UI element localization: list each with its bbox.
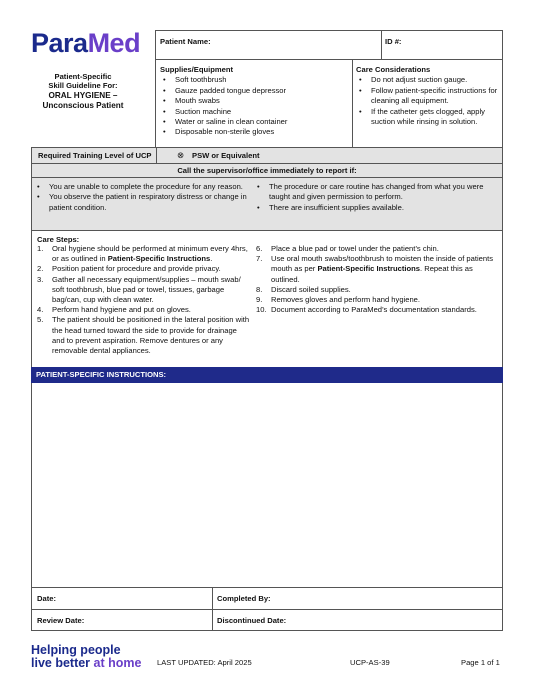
page-number: Page 1 of 1 <box>461 658 500 667</box>
signoff-table <box>31 587 503 631</box>
considerations-list <box>356 75 502 127</box>
care-steps-right <box>256 244 496 315</box>
instructions-header: PATIENT-SPECIFIC INSTRUCTIONS: <box>31 367 503 383</box>
guideline-title <box>18 72 148 111</box>
supply-item: • Gauze padded tongue depressor <box>160 86 350 96</box>
care-step-number: 2. <box>37 264 44 274</box>
supplies-title: Supplies/Equipment <box>160 65 233 74</box>
guideline-line-3: ORAL HYGIENE – <box>48 90 118 100</box>
tagline-line-1: Helping people <box>31 643 121 657</box>
care-step-number: 9. <box>256 295 263 305</box>
considerations-section <box>356 65 502 127</box>
discontinued-date-label: Discontinued Date: <box>217 616 287 625</box>
tagline-line-2: live better at home <box>31 656 142 671</box>
care-step-number: 8. <box>256 284 263 294</box>
consideration-item: • If the catheter gets clogged, apply suction while rinsing in solution. <box>356 107 502 128</box>
care-step-number: 4. <box>37 305 44 315</box>
review-date-label: Review Date: <box>37 616 85 625</box>
report-item: • There are insufficient supplies available. <box>254 203 499 213</box>
guideline-line-2: Skill Guideline For: <box>48 81 118 91</box>
care-step: 1. Oral hygiene should be performed at minimum every 4hrs, or as outlined in Patient-Specific Instructions. <box>37 244 248 264</box>
training-row <box>31 147 503 164</box>
supply-item: • Suction machine <box>160 107 350 117</box>
date-label: Date: <box>37 594 56 603</box>
supply-item: • Mouth swabs <box>160 96 350 106</box>
care-step: 7. Use oral mouth swabs/toothbrush to moisten the inside of patients mouth as per Patient-Specific Instructions. Repeat this as outlined. <box>256 254 494 284</box>
report-title: Call the supervisor/office immediately to report if: <box>177 166 357 175</box>
care-step: 2. Position patient for procedure and provide privacy. <box>37 264 221 274</box>
footer-tagline <box>31 644 141 670</box>
instructions-area[interactable] <box>31 383 503 587</box>
care-step-number: 5. <box>37 315 44 325</box>
report-list-left <box>34 182 249 213</box>
form-code: UCP-AS-39 <box>350 658 390 667</box>
patient-name-label: Patient Name: <box>160 37 211 46</box>
care-step: 6. Place a blue pad or towel under the patient’s chin. <box>256 244 439 253</box>
care-step-number: 10. <box>256 305 267 315</box>
guideline-line-4: Unconscious Patient <box>42 101 124 111</box>
care-steps-title: Care Steps: <box>37 235 80 244</box>
guideline-line-1: Patient-Specific <box>54 72 112 81</box>
last-updated: LAST UPDATED: April 2025 <box>157 658 252 667</box>
supplies-list <box>160 75 350 137</box>
training-label: Required Training Level of UCP <box>38 151 152 160</box>
report-item: • The procedure or care routine has changed from what you were taught and given permission to perform. <box>254 182 499 203</box>
care-steps-left <box>37 244 251 356</box>
completed-by-label: Completed By: <box>217 594 271 603</box>
care-step: 9. Removes gloves and perform hand hygiene. <box>256 295 421 305</box>
supply-item: • Soft toothbrush <box>160 75 350 85</box>
training-check-icon: ⊗ <box>177 150 185 160</box>
care-step-emphasis: Patient-Specific Instructions <box>107 254 211 264</box>
care-step: 5. The patient should be positioned in the lateral position with the head turned toward the side to provide for drainage and to prevent aspiration. Remove dentures or any removable dental appliances. <box>37 315 250 356</box>
consideration-item: • Follow patient-specific instructions for cleaning all equipment. <box>356 86 502 107</box>
care-step-emphasis: Patient-Specific Instructions <box>317 264 420 274</box>
care-step: 4. Perform hand hygiene and put on gloves. <box>37 305 191 315</box>
care-step-number: 1. <box>37 244 44 253</box>
considerations-title: Care Considerations <box>356 65 431 74</box>
supply-item: • Water or saline in clean container <box>160 117 350 127</box>
report-item: • You are unable to complete the procedure for any reason. <box>34 182 249 192</box>
report-section <box>31 178 503 231</box>
care-step: 10. Document according to ParaMed’s documentation standards. <box>256 305 477 315</box>
id-label: ID #: <box>385 37 402 46</box>
care-step: 8. Discard soiled supplies. <box>256 284 351 294</box>
supply-item: • Disposable non-sterile gloves <box>160 127 350 137</box>
supplies-section <box>160 65 350 138</box>
report-header <box>31 164 503 178</box>
training-value: PSW or Equivalent <box>192 151 260 160</box>
care-step-number: 6. <box>256 244 263 253</box>
paramed-logo: ParaMed <box>31 28 141 58</box>
consideration-item: • Do not adjust suction gauge. <box>356 75 502 85</box>
report-item: • You observe the patient in respiratory distress or change in patient condition. <box>34 192 249 213</box>
report-list-right <box>254 182 499 213</box>
care-step-number: 3. <box>37 274 44 284</box>
care-step: 3. Gather all necessary equipment/supplies – mouth swab/ soft toothbrush, blue pad or towel, tissues, garbage bag/can, cup with clean water. <box>37 274 241 305</box>
care-step-number: 7. <box>256 254 263 264</box>
care-steps-section <box>31 231 503 367</box>
